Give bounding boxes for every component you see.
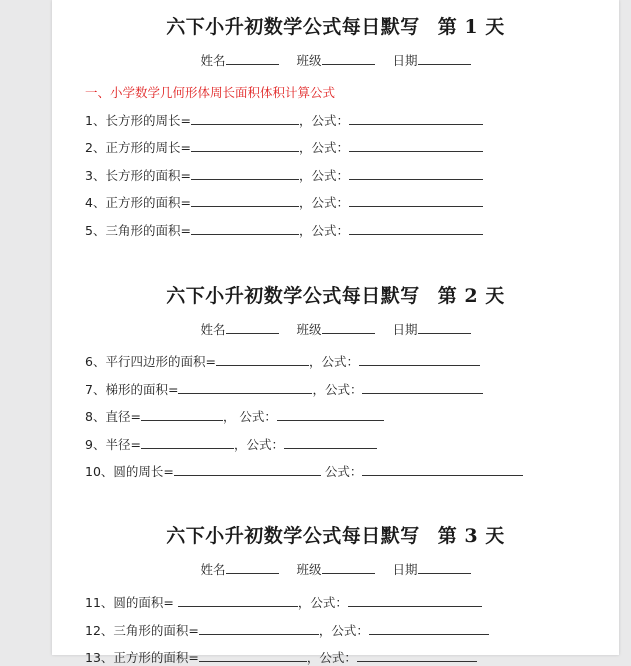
- formula-blank: [348, 594, 482, 607]
- day-1-meta: [52, 51, 619, 69]
- day-3-meta: [52, 560, 619, 578]
- day-3-title-text: 六下小升初数学公式每日默写: [166, 525, 420, 547]
- list-item: 12、三角形的面积= ，公式：: [85, 621, 489, 639]
- name-label: 姓名: [200, 322, 226, 337]
- date-label: 日期: [392, 562, 418, 577]
- answer-blank: [174, 463, 321, 476]
- class-blank: [322, 561, 375, 574]
- list-item: 8、直径= ， 公式：: [85, 407, 384, 425]
- list-item: 11、圆的面积= ，公式：: [85, 593, 482, 611]
- date-label: 日期: [392, 322, 418, 337]
- class-blank: [322, 321, 375, 334]
- day-1-number: 第 1 天: [437, 16, 505, 38]
- list-item: 9、半径= ，公式：: [85, 435, 377, 453]
- day-1-title-text: 六下小升初数学公式每日默写: [166, 16, 420, 38]
- name-label: 姓名: [200, 53, 226, 68]
- formula-blank: [359, 353, 480, 366]
- name-blank: [226, 321, 279, 334]
- list-item: 10、圆的周长= 公式：: [85, 462, 523, 480]
- formula-blank: [349, 167, 483, 180]
- name-blank: [226, 52, 279, 65]
- answer-blank: [191, 194, 299, 207]
- date-blank: [418, 52, 471, 65]
- formula-blank: [284, 436, 377, 449]
- list-item: 13、正方形的面积= ，公式：: [85, 648, 477, 666]
- formula-blank: [362, 381, 483, 394]
- day-3-number: 第 3 天: [437, 525, 505, 547]
- date-label: 日期: [392, 53, 418, 68]
- class-label: 班级: [296, 322, 322, 337]
- list-item: 5、三角形的面积= ，公式：: [85, 221, 483, 239]
- answer-blank: [216, 353, 309, 366]
- answer-blank: [199, 622, 319, 635]
- list-item: 4、正方形的面积= ，公式：: [85, 193, 483, 211]
- answer-blank: [191, 112, 299, 125]
- answer-blank: [141, 408, 223, 421]
- formula-blank: [349, 194, 483, 207]
- document-page: [52, 0, 619, 665]
- list-item: 7、梯形的面积= ，公式：: [85, 380, 483, 398]
- formula-blank: [357, 649, 477, 662]
- formula-blank: [277, 408, 384, 421]
- list-item: 3、长方形的面积= ，公式：: [85, 166, 483, 184]
- list-item: 2、正方形的周长= ，公式：: [85, 138, 483, 156]
- name-blank: [226, 561, 279, 574]
- formula-blank: [369, 622, 489, 635]
- class-label: 班级: [296, 562, 322, 577]
- date-blank: [418, 561, 471, 574]
- date-blank: [418, 321, 471, 334]
- class-blank: [322, 52, 375, 65]
- answer-blank: [199, 649, 307, 662]
- answer-blank: [191, 139, 299, 152]
- list-item: 6、平行四边形的面积= ，公式：: [85, 352, 480, 370]
- day-2-title: [52, 281, 619, 308]
- answer-blank: [191, 167, 299, 180]
- formula-blank: [362, 463, 523, 476]
- formula-blank: [349, 222, 483, 235]
- answer-blank: [191, 222, 299, 235]
- day-2-number: 第 2 天: [437, 285, 505, 307]
- day-2-title-text: 六下小升初数学公式每日默写: [166, 285, 420, 307]
- answer-blank: [178, 594, 298, 607]
- formula-blank: [349, 112, 483, 125]
- day-1-title: [52, 12, 619, 39]
- class-label: 班级: [296, 53, 322, 68]
- name-label: 姓名: [200, 562, 226, 577]
- day-3-title: [52, 521, 619, 548]
- answer-blank: [141, 436, 234, 449]
- list-item: 1、长方形的周长= ，公式：: [85, 111, 483, 129]
- day-2-meta: [52, 320, 619, 338]
- section-heading: 一、小学数学几何形体周长面积体积计算公式: [85, 85, 336, 100]
- answer-blank: [178, 381, 312, 394]
- formula-blank: [349, 139, 483, 152]
